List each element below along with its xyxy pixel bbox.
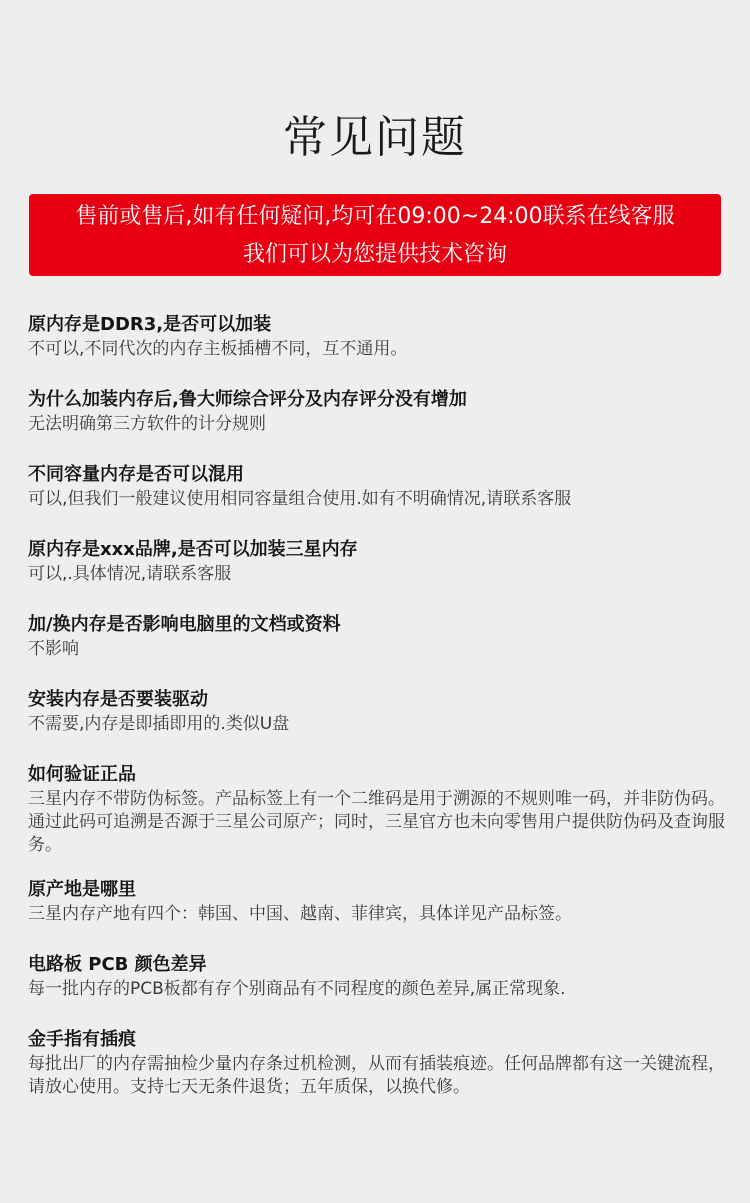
faq-answer: 可以,但我们一般建议使用相同容量组合使用.如有不明确情况,请联系客服 [28,489,572,509]
faq-answer: 每一批内存的PCB板都有存个别商品有不同程度的颜色差异,属正常现象. [28,979,566,999]
faq-answer: 每批出厂的内存需抽检少量内存条过机检测，从而有插装痕迹。任何品牌都有这一关键流程，请放心使用。支持七天无条件退货；五年质保，以换代修。 [28,1054,725,1097]
faq-question: 电路板 PCB 颜色差异 [28,954,207,975]
page-title: 常见问题 [283,112,467,163]
notice-line-hours: 售前或售后,如有任何疑问,均可在09:00~24:00联系在线客服 [75,204,675,229]
faq-question: 原内存是xxx品牌,是否可以加装三星内存 [28,539,358,560]
faq-item [28,952,728,1001]
notice-line-support: 我们可以为您提供技术咨询 [242,242,507,267]
faq-answer: 三星内存不带防伪标签。产品标签上有一个二维码是用于溯源的不规则唯一码，并非防伪码。通过此码可追溯是否源于三星公司原产；同时，三星官方也未向零售用户提供防伪码及查询服务。 [28,789,725,855]
faq-answer: 三星内存产地有四个：韩国、中国、越南、菲律宾，具体详见产品标签。 [28,904,572,924]
faq-item [28,877,728,926]
faq-question: 如何验证正品 [28,764,136,785]
faq-item [28,312,728,361]
faq-item [28,762,728,857]
faq-item [28,1027,728,1099]
faq-answer: 无法明确第三方软件的计分规则 [28,414,266,434]
faq-question: 加/换内存是否影响电脑里的文档或资料 [28,614,341,635]
faq-list [28,312,728,1125]
faq-question: 原产地是哪里 [28,879,136,900]
faq-item [28,612,728,661]
faq-question: 安装内存是否要装驱动 [28,689,208,710]
faq-answer: 不需要,内存是即插即用的.类似U盘 [28,714,290,734]
service-notice-banner [29,194,721,276]
faq-question: 原内存是DDR3,是否可以加装 [28,314,272,335]
faq-question: 金手指有插痕 [28,1029,136,1050]
faq-item [28,387,728,436]
faq-item [28,537,728,586]
faq-item [28,462,728,511]
faq-answer: 可以,.具体情况,请联系客服 [28,564,232,584]
faq-item [28,687,728,736]
faq-answer: 不可以,不同代次的内存主板插槽不同，互不通用。 [28,339,408,359]
faq-answer: 不影响 [28,639,79,659]
faq-question: 不同容量内存是否可以混用 [28,464,244,485]
faq-question: 为什么加装内存后,鲁大师综合评分及内存评分没有增加 [28,389,467,410]
